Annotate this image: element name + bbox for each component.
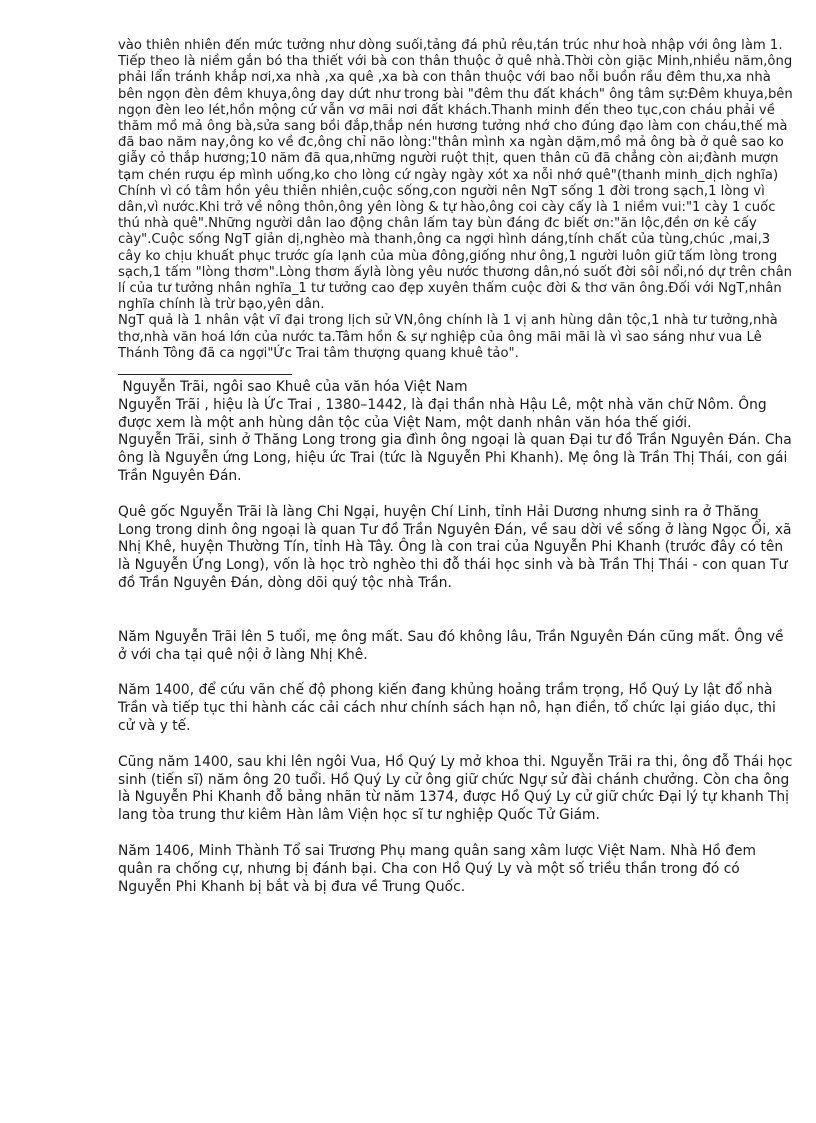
section-heading: Nguyễn Trãi, ngôi sao Khuê của văn hóa Việt Nam	[118, 379, 468, 396]
spacer	[118, 736, 794, 754]
paragraph-homeland: Tiếp theo là niềm gắn bó tha thiết với bà con thân thuộc ở quê nhà.Thời còn giặc Minh,nhiều năm,ông phải lẩn tránh khắp nơi,xa nhà ,xa quê ,xa bà con thân thuộc với bao nỗi buồn rầu đêm thu,xa nhà bên ngọn đèn đêm khuya,ông day dứt như trong bài "đêm thu đất khách" ông tâm sự:Đêm khuya,bên ngọn đèn leo lét,hồn mộng cứ vẫn vơ mãi nơi đất khách.Thanh minh đến theo tục,con cháu phải về thăm mồ mả ông bà,sửa sang bồi đắp,thắp nén hương tưởng nhớ cho đúng đạo làm con cháu,thế mà đã bao năm nay,ông ko về đc,ông chỉ não lòng:"thân mình xa ngàn dặm,mồ mả ông bà ở quê sao ko giẫy cỏ thắp hương;10 năm đã qua,những người ruột thịt, quen thân cũ đã chẳng còn ai;đành mượn tạm chén rượu ép mình uống,ko cho lòng cứ ngày ngày xót xa nỗi nhớ quê"(thanh minh_dịch nghĩa)	[118, 54, 793, 183]
paragraph-conclusion: NgT quả là 1 nhân vật vĩ đại trong lịch sử VN,ông chính là 1 vị anh hùng dân tộc,1 nhà tư tưởng,nhà thơ,nhà văn hoá lớn của nước ta.Tâm hồn & sự nghiệp của ông mãi mãi là vì sao sáng như vua Lê Thánh Tông đã ca ngợi"Ức Trai tâm thượng quang khuê tảo".	[118, 313, 778, 361]
document-page	[118, 38, 794, 896]
paragraph-year-1400-exam: Cũng năm 1400, sau khi lên ngôi Vua, Hồ Quý Ly mở khoa thi. Nguyễn Trãi ra thi, ông đỗ Thái học sinh (tiến sĩ) năm ông 20 tuổi. Hồ Quý Ly cử ông giữ chức Ngự sử đài chánh chưởng. Còn cha ông là Nguyễn Phi Khanh đỗ bảng nhãn từ năm 1374, được Hồ Quý Ly cử giữ chức Đại lý tự khanh Thị lang tòa trung thư kiêm Hàn lâm Viện học sĩ tư nghiệp Quốc Tử Giám.	[118, 753, 793, 824]
spacer	[118, 664, 794, 682]
paragraph-nature: vào thiên nhiên đến mức tưởng như dòng suối,tảng đá phủ rêu,tán trúc như hoà nhập với ông làm 1.	[118, 38, 783, 53]
paragraph-origin: Quê gốc Nguyễn Trãi là làng Chi Ngại, huyện Chí Linh, tỉnh Hải Dương nhưng sinh ra ở Thăng Long trong dinh ông ngoại là quan Tư đồ Trần Nguyên Đán, về sau dời về sống ở làng Ngọc Ổi, xã Nhị Khê, huyện Thường Tín, tỉnh Hà Tây. Ông là con trai của Nguyễn Phi Khanh (trước đây có tên là Nguyễn Ứng Long), vốn là học trò nghèo thi đỗ thái học sinh và bà Trần Thị Thái - con quan Tư đồ Trần Nguyên Đán, dòng dõi quý tộc nhà Trần.	[118, 503, 792, 592]
paragraph-year-1406: Năm 1406, Minh Thành Tổ sai Trương Phụ mang quân sang xâm lược Việt Nam. Nhà Hồ đem quân ra chống cự, nhưng bị đánh bại. Cha con Hồ Quý Ly và một số triều thần trong đó có Nguyễn Phi Khanh bị bắt và bị đưa về Trung Quốc.	[118, 843, 756, 895]
separator-line	[118, 374, 292, 375]
paragraph-character: Chính vì có tâm hồn yêu thiên nhiên,cuộc sống,con người nên NgT sống 1 đời trong sạch,1 lòng vì dân,vì nước.Khi trở về nông thôn,ông yên lòng & tự hào,ông coi cày cấy là 1 niềm vui:"1 cày 1 cuốc thú nhà quê".Những người dân lao động chân lấm tay bùn đáng đc biết ơn:"ăn lộc,đền ơn kẻ cấy cày".Cuộc sống NgT giản dị,nghèo mà thanh,ông ca ngợi hình dáng,tính chất của tùng,chúc ,mai,3 cây ko chịu khuất phục trước gía lạnh của mùa đông,giống như ông,1 người luôn giữ tấm lòng trong sạch,1 tấm "lòng thơm".Lòng thơm ấylà lòng yêu nước thương dân,nó suốt đời sôi nổi,nó dự trên chân lí của tư tưởng nhân nghĩa_1 tư tưởng cao đẹp xuyên thấm cuộc đời & thơ văn ông.Đối với NgT,nhân nghĩa chính là trừ bạo,yên dân.	[118, 183, 793, 313]
paragraph-year-1400-reform: Năm 1400, để cứu vãn chế độ phong kiến đang khủng hoảng trầm trọng, Hồ Quý Ly lật đổ nhà Trần và tiếp tục thi hành các cải cách như chính sách hạn nô, hạn điền, tổ chức lại giáo dục, thi cử và y tế.	[118, 682, 776, 735]
spacer	[118, 825, 794, 843]
spacer	[118, 593, 794, 629]
paragraph-childhood: Năm Nguyễn Trãi lên 5 tuổi, mẹ ông mất. Sau đó không lâu, Trần Nguyên Đán cũng mất. Ông về ở với cha tại quê nội ở làng Nhị Khê.	[118, 628, 784, 663]
spacer	[118, 486, 794, 504]
paragraph-birth: Nguyễn Trãi, sinh ở Thăng Long trong gia đình ông ngoại là quan Đại tư đồ Trần Nguyên Đán. Cha ông là Nguyễn ứng Long, hiệu ức Trai (tức là Nguyễn Phi Khanh). Mẹ ông là Trần Thị Thái, con gái Trần Nguyên Đán.	[118, 432, 792, 485]
paragraph-biography: Nguyễn Trãi , hiệu là Ức Trai , 1380–1442, là đại thần nhà Hậu Lê, một nhà văn chữ Nôm. Ông được xem là một anh hùng dân tộc của Việt Nam, một danh nhân văn hóa thế giới.	[118, 396, 767, 431]
